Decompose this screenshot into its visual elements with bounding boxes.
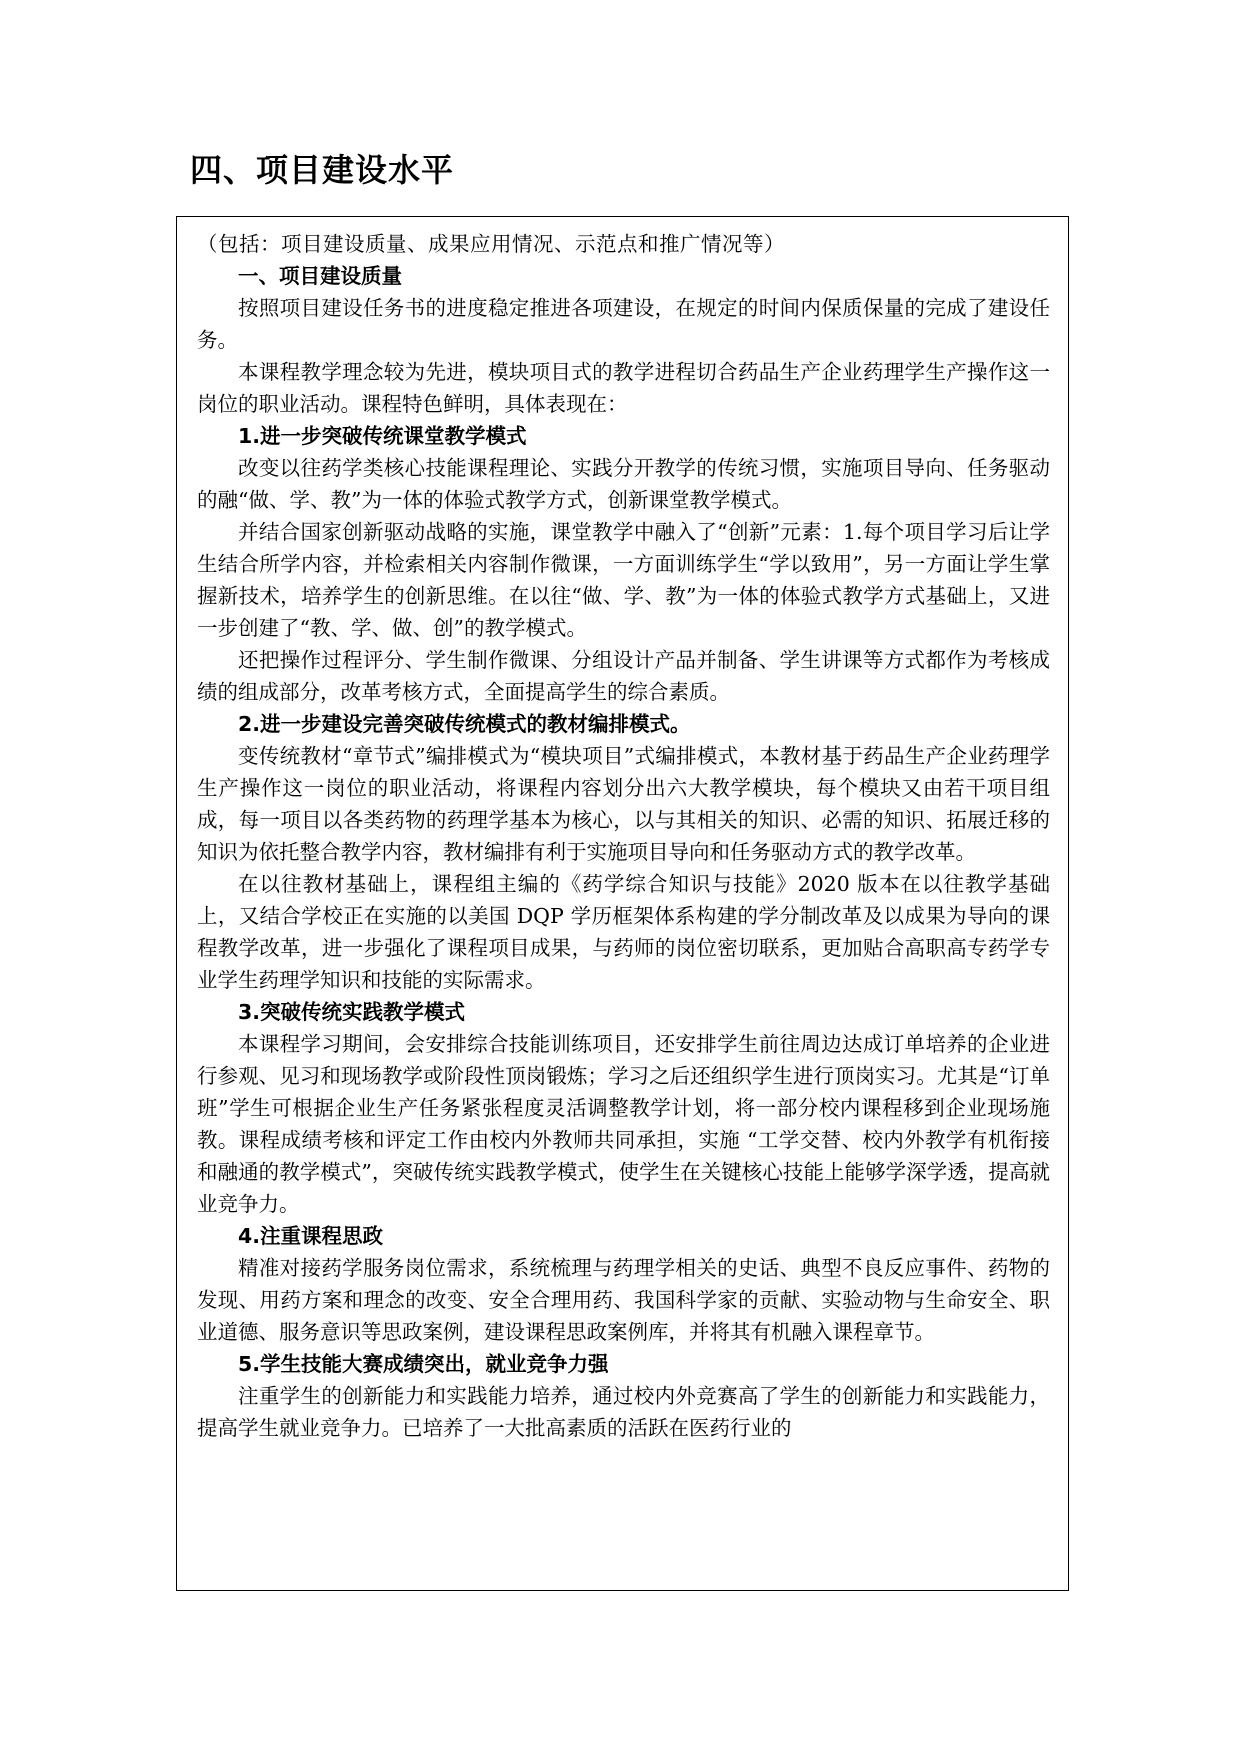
paragraph-classroom-reform: 改变以往药学类核心技能课程理论、实践分开教学的传统习惯，实施项目导向、任务驱动的融“做、学、教”为一体的体验式教学方式，创新课堂教学模式。 [197,456,1050,512]
heading-competition: 5.学生技能大赛成绩突出，就业竞争力强 [238,1352,609,1376]
paragraph-practice: 本课程学习期间，会安排综合技能训练项目，还安排学生前往周边达成订单培养的企业进行参观、见习和现场教学或阶段性顶岗锻炼；学习之后还组织学生进行顶岗实习。尤其是“订单班”学生可根据企业生产任务紧张程度灵活调整教学计划，将一部分校内课程移到企业现场施教。课程成绩考核和评定工作由校内外教师共同承担，实施 “工学交替、校内外教学有机衔接和融通的教学模式”，突破传统实践教学模式，使学生在关键核心技能上能够学深学透，提高就业竞争力。 [197,1032,1050,1216]
heading-practice-mode: 3.突破传统实践教学模式 [238,1000,466,1024]
intro-note: （包括：项目建设质量、成果应用情况、示范点和推广情况等） [197,232,785,256]
paragraph-assessment: 还把操作过程评分、学生制作微课、分组设计产品并制备、学生讲课等方式都作为考核成绩的组成部分，改革考核方式，全面提高学生的综合素质。 [197,648,1050,704]
paragraph-textbook-2020: 在以往教材基础上，课程组主编的《药学综合知识与技能》2020 版本在以往教学基础上，又结合学校正在实施的以美国 DQP 学历框架体系构建的学分制改革及以成果为导向的课程教学改革，进一步强化了课程项目成果，与药师的岗位密切联系，更加贴合高职高专药学专业学生药理学知识和技能的实际需求。 [197,872,1050,992]
paragraph-ideology: 精准对接药学服务岗位需求，系统梳理与药理学相关的史话、典型不良反应事件、药物的发现、用药方案和理念的改变、安全合理用药、我国科学家的贡献、实验动物与生命安全、职业道德、服务意识等思政案例，建设课程思政案例库，并将其有机融入课程章节。 [197,1256,1050,1344]
paragraph-innovation: 并结合国家创新驱动战略的实施，课堂教学中融入了“创新”元素：1.每个项目学习后让学生结合所学内容，并检索相关内容制作微课，一方面训练学生“学以致用”，另一方面让学生掌握新技术，培养学生的创新思维。在以往“做、学、教”为一体的体验式教学方式基础上，又进一步创建了“教、学、做、创”的教学模式。 [197,520,1050,640]
heading-ideology: 4.注重课程思政 [238,1224,384,1248]
section-heading: 一、项目建设质量 [238,264,402,288]
heading-classroom-mode: 1.进一步突破传统课堂教学模式 [238,424,527,448]
page-title: 四、项目建设水平 [190,151,455,189]
heading-textbook-mode: 2.进一步建设完善突破传统模式的教材编排模式。 [238,712,691,736]
content-box [176,216,1069,1591]
paragraph-teaching-concept: 本课程教学理念较为先进，模块项目式的教学进程切合药品生产企业药理学生产操作这一岗位的职业活动。课程特色鲜明，具体表现在： [197,360,1050,416]
paragraph-textbook-module: 变传统教材“章节式”编排模式为“模块项目”式编排模式，本教材基于药品生产企业药理学生产操作这一岗位的职业活动，将课程内容划分出六大教学模块，每个模块又由若干项目组成，每一项目以各类药物的药理学基本为核心，以与其相关的知识、必需的知识、拓展迁移的知识为依托整合教学内容，教材编排有利于实施项目导向和任务驱动方式的教学改革。 [197,744,1050,864]
paragraph-progress: 按照项目建设任务书的进度稳定推进各项建设，在规定的时间内保质保量的完成了建设任务。 [197,296,1050,352]
paragraph-competition: 注重学生的创新能力和实践能力培养，通过校内外竞赛高了学生的创新能力和实践能力，提高学生就业竞争力。已培养了一大批高素质的活跃在医药行业的 [197,1384,1050,1440]
